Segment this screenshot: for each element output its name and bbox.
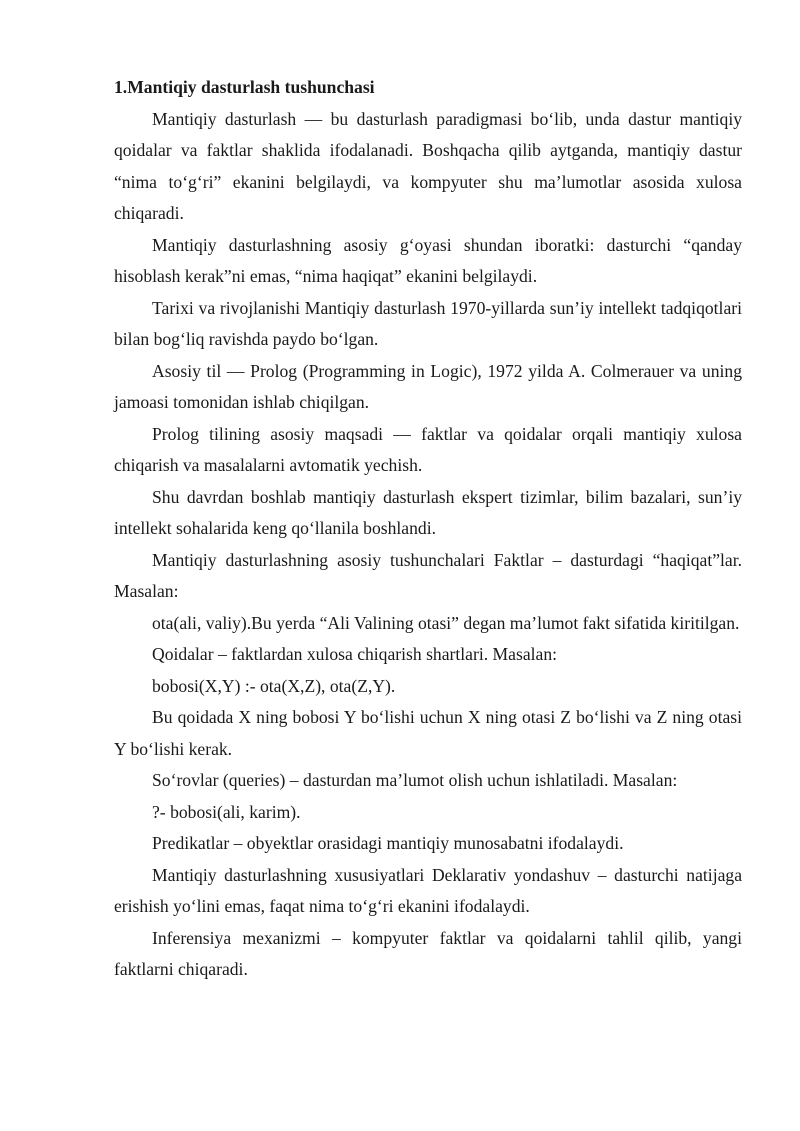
paragraph-main-idea: Mantiqiy dasturlashning asosiy g‘oyasi shundan iboratki: dasturchi “qanday hisoblash kerak”ni emas, “nima haqiqat” ekanini belgilaydi. <box>114 234 742 286</box>
paragraph-history: Tarixi va rivojlanishi Mantiqiy dasturlash 1970-yillarda sun’iy intellekt tadqiqotlari bilan bog‘liq ravishda paydo bo‘lgan. <box>114 297 742 349</box>
document-body <box>114 70 742 986</box>
paragraph-prolog-origin: Asosiy til — Prolog (Programming in Logic), 1972 yilda A. Colmerauer va uning jamoasi tomonidan ishlab chiqilgan. <box>114 360 742 412</box>
paragraph-queries: So‘rovlar (queries) – dasturdan ma’lumot olish uchun ishlatiladi. Masalan: <box>152 770 678 790</box>
paragraph-inference: Inferensiya mexanizmi – kompyuter faktlar va qoidalarni tahlil qilib, yangi faktlarni chiqaradi. <box>114 927 742 979</box>
paragraph-fact-example: ota(ali, valiy).Bu yerda “Ali Valining otasi” degan ma’lumot fakt sifatida kiritilgan. <box>152 612 740 633</box>
paragraph-prolog-goal: Prolog tilining asosiy maqsadi — faktlar va qoidalar orqali mantiqiy xulosa chiqarish va masalalarni avtomatik yechish. <box>114 423 742 475</box>
paragraph-facts: Mantiqiy dasturlashning asosiy tushunchalari Faktlar – dasturdagi “haqiqat”lar. Masalan: <box>114 549 742 601</box>
paragraph-query-code: ?- bobosi(ali, karim). <box>152 801 301 822</box>
paragraph-rules: Qoidalar – faktlardan xulosa chiqarish shartlari. Masalan: <box>152 644 558 664</box>
paragraph-rule-explanation: Bu qoidada X ning bobosi Y bo‘lishi uchun X ning otasi Z bo‘lishi va Z ning otasi Y bo‘lishi kerak. <box>114 707 742 759</box>
paragraph-predicates: Predikatlar – obyektlar orasidagi mantiqiy munosabatni ifodalaydi. <box>152 833 624 853</box>
paragraph-definition: Mantiqiy dasturlash — bu dasturlash paradigmasi bo‘lib, unda dastur mantiqiy qoidalar va faktlar shaklida ifodalanadi. Boshqacha qilib aytganda, mantiqiy dastur “nima to‘g‘ri” ekanini belgilaydi, va kompyuter shu ma’lumotlar asosida xulosa chiqaradi. <box>114 108 742 223</box>
section-heading: 1.Mantiqiy dasturlash tushunchasi <box>114 77 375 97</box>
paragraph-declarative: Mantiqiy dasturlashning xususiyatlari Deklarativ yondashuv – dasturchi natijaga erishish yo‘lini emas, faqat nima to‘g‘ri ekanini ifodalaydi. <box>114 864 742 916</box>
paragraph-applications: Shu davrdan boshlab mantiqiy dasturlash ekspert tizimlar, bilim bazalari, sun’iy intellekt sohalarida keng qo‘llanila boshlandi. <box>114 486 742 538</box>
paragraph-rule-code: bobosi(X,Y) :- ota(X,Z), ota(Z,Y). <box>152 675 396 696</box>
